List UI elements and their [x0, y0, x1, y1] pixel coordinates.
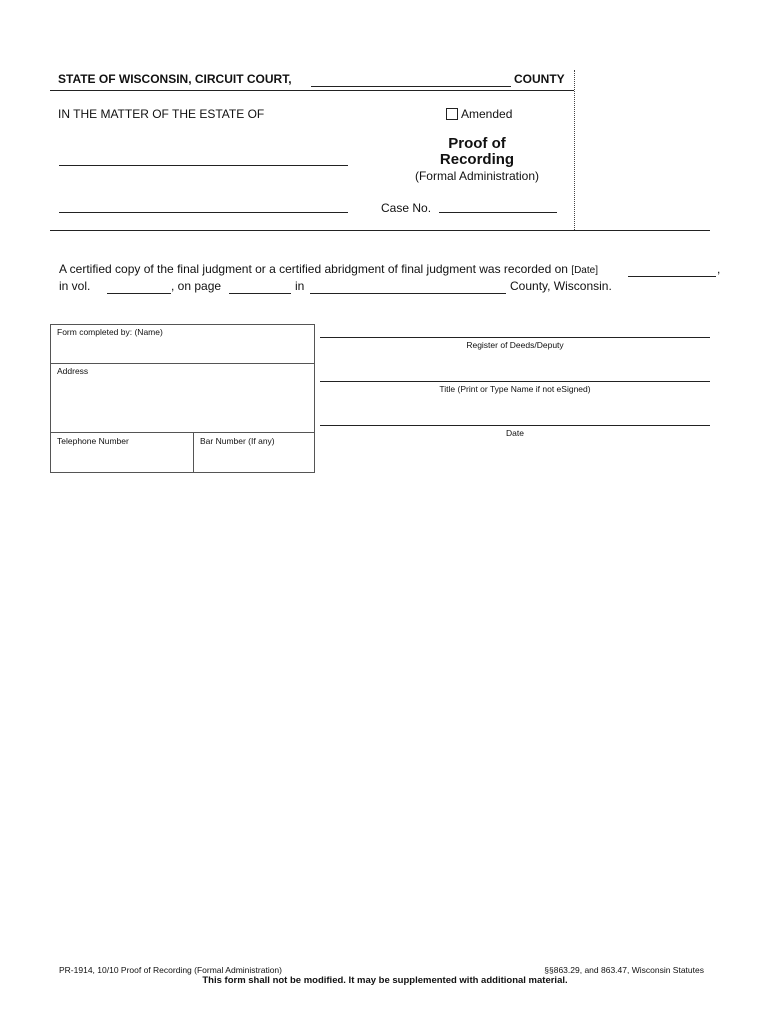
in-label: in	[295, 279, 305, 293]
amended-checkbox[interactable]	[446, 108, 458, 120]
page-label: , on page	[171, 279, 222, 293]
page-field[interactable]	[229, 293, 291, 294]
preparer-name-input[interactable]	[57, 338, 307, 360]
title-signature-line[interactable]	[320, 381, 710, 382]
county-wisconsin-label: County, Wisconsin.	[510, 279, 612, 293]
estate-name-field[interactable]	[59, 165, 348, 166]
estate-name-field-2[interactable]	[59, 212, 348, 213]
title-label: Title (Print or Type Name if not eSigned)	[439, 384, 591, 394]
form-title-line2: Recording	[439, 151, 515, 168]
header-top-rule	[50, 90, 574, 91]
date-label: [Date]	[571, 265, 598, 276]
matter-label: IN THE MATTER OF THE ESTATE OF	[58, 107, 265, 121]
footer-notice: This form shall not be modified. It may be supplemented with additional material.	[202, 975, 568, 986]
preparer-address-input[interactable]	[57, 378, 307, 428]
phone-bar-divider	[193, 432, 194, 472]
address-label: Address	[57, 366, 89, 376]
county-name-field[interactable]	[311, 86, 511, 87]
case-no-field[interactable]	[439, 212, 557, 213]
statutes: §§863.29, and 863.47, Wisconsin Statutes	[544, 965, 704, 975]
completed-by-label: Form completed by: (Name)	[57, 327, 163, 337]
header-divider	[574, 70, 575, 230]
statement-text: A certified copy of the final judgment or a certified abridgment of final judgment was recorded on	[59, 262, 568, 276]
telephone-label: Telephone Number	[57, 436, 129, 446]
register-label: Register of Deeds/Deputy	[466, 340, 564, 350]
recording-county-field[interactable]	[310, 293, 506, 294]
amended-label: Amended	[461, 107, 513, 121]
form-subtitle: (Formal Administration)	[414, 169, 540, 183]
date-comma: ,	[717, 262, 721, 276]
register-signature-line[interactable]	[320, 337, 710, 338]
recorded-date-field[interactable]	[628, 276, 716, 277]
county-label: COUNTY	[514, 72, 565, 86]
form-id: PR-1914, 10/10 Proof of Recording (Formal Administration)	[59, 965, 282, 975]
signature-date-label: Date	[506, 428, 524, 438]
court-heading: STATE OF WISCONSIN, CIRCUIT COURT,	[58, 72, 292, 86]
date-signature-line[interactable]	[320, 425, 710, 426]
volume-field[interactable]	[107, 293, 171, 294]
vol-label: in vol.	[59, 279, 91, 293]
bar-number-input[interactable]	[200, 448, 308, 468]
telephone-input[interactable]	[57, 448, 187, 468]
recording-statement	[59, 262, 598, 276]
header-bottom-rule	[50, 230, 710, 231]
case-no-label: Case No.	[381, 201, 432, 215]
form-title-line1: Proof of	[448, 135, 506, 152]
form-title	[400, 136, 554, 168]
address-phone-divider	[50, 432, 314, 433]
bar-number-label: Bar Number (If any)	[200, 436, 275, 446]
name-address-divider	[50, 363, 314, 364]
